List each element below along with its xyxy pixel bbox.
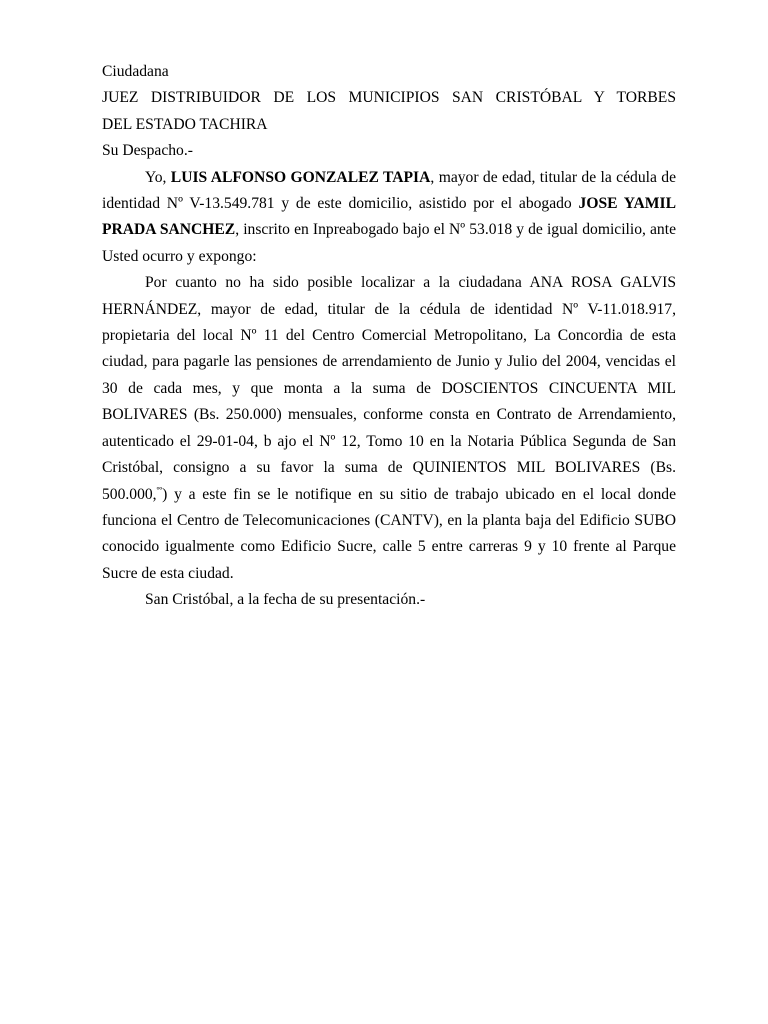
paragraph-petitioner: [102, 165, 676, 271]
paragraph-1-text-a: Yo,: [145, 168, 171, 186]
closing-line: San Cristóbal, a la fecha de su presentación.-: [145, 591, 426, 609]
lawyer-name: JOSE YAMIL PRADA SANCHEZ: [102, 195, 676, 239]
paragraph-2-text-b: ) y a este fin se le notifique en su sitio de trabajo ubicado en el local donde funciona el Centro de Telecomunicaciones (CANTV), en la planta baja del Edificio SUBO conocido igualmente como Edificio Sucre, calle 5 entre carreras 9 y 10 frente al Parque Sucre de esta ciudad.: [102, 485, 676, 582]
addressee-line-1: JUEZ DISTRIBUIDOR DE LOS MUNICIPIOS SAN CRISTÓBAL Y TORBES: [102, 89, 676, 107]
paragraph-2-text-a: Por cuanto no ha sido posible localizar a la ciudadana ANA ROSA GALVIS HERNÁNDEZ, mayor de edad, titular de la cédula de identidad Nº V-11.018.917, propietaria del local Nº 11 del Centro Comercial Metropolitano, La Concordia de esta ciudad, para pagarle las pensiones de arrendamiento de Junio y Julio del 2004, vencidas el 30 de cada mes, y que monta a la suma de DOSCIENTOS CINCUENTA MIL BOLIVARES (Bs. 250.000) mensuales, conforme consta en Contrato de Arrendamiento, autenticado el 29-01-04, b ajo el Nº 12, Tomo 10 en la Notaria Pública Segunda de San Cristóbal, consigno a su favor la suma de QUINIENTOS MIL BOLIVARES (Bs. 500.000,: [102, 274, 676, 503]
amount-superscript: ºº: [156, 484, 163, 495]
addressee-line-2: DEL ESTADO TACHIRA: [102, 115, 268, 133]
paragraph-consignment: [102, 270, 676, 587]
petitioner-name: LUIS ALFONSO GONZALEZ TAPIA: [170, 168, 431, 186]
paragraph-1-text-b: , mayor de edad, titular de la cédula de identidad Nº V-13.549.781 y de este domicilio, asistido por el abogado: [102, 168, 676, 213]
salutation: Ciudadana: [102, 63, 169, 80]
paragraph-1-text-c: , inscrito en Inpreabogado bajo el Nº 53.018 y de igual domicilio, ante Usted ocurro y expongo:: [102, 221, 676, 265]
document-page: [102, 59, 676, 614]
office-line: Su Despacho.-: [102, 142, 193, 160]
